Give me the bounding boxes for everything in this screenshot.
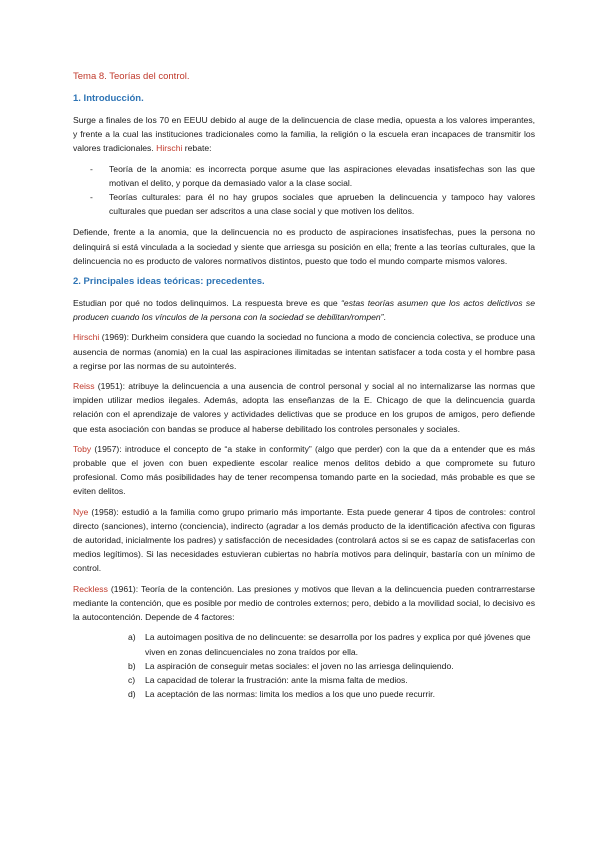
list-item: d) La aceptación de las normas: limita los medios a los que uno puede recurrir. (73, 687, 535, 701)
section-2-heading: 2. Principales ideas teóricas: precedentes. (73, 276, 265, 288)
list-item: a) La autoimagen positiva de no delincuente: se desarrolla por los padres y explica por qué jóvenes que viven en zonas delincuenciales no zona traídos por ella. (128, 632, 531, 657)
author-paragraph: Reckless (1961): Teoría de la contención. Las presiones y motivos que llevan a la delincuencia pueden contrarrestarse mediante la contención, que es posible por medio de controles externos; pero, debido a la movilidad social, lo decisivo es la autocontención. Depende de 4 factores: (73, 583, 535, 623)
section-1-heading: 1. Introducción. (73, 93, 144, 104)
author-name: Hirschi (156, 143, 183, 154)
list-item: - Teoría de la anomia: es incorrecta porque asume que las aspiraciones elevadas insatisfechas son las que motivan el delito, y porque da demasiado valor a la clase social. (73, 162, 535, 190)
author-paragraph: Nye (1958): estudió a la familia como grupo primario más importante. Esta puede generar 4 tipos de controles: control directo (sanciones), interno (conciencia), indirecto (agradar a los demás producto de la identificación afectiva con figuras de autoridad, inicialmente los padres) y satisfacción de necesidades (controlará actos si se es capaz de satisfacerlas con medios legítimos). Si las necesidades estuvieran cubiertas no habría motivos para delinquir, bastaría con un mínimo de control. (73, 506, 535, 574)
list-marker: a) (128, 632, 136, 643)
quote: “estas teorías asumen que los actos delictivos se producen cuando los vínculos de la persona con la sociedad se debilitan/rompen” (73, 298, 535, 323)
author-name: Hirschi (73, 332, 100, 343)
list-marker: c) (128, 674, 136, 685)
author-paragraph: Hirschi (1969): Durkheim considera que cuando la sociedad no funciona a modo de conciencia colectiva, se produce una ausencia de normas (anomia) en la cual las aspiraciones ilimitadas se intentan satisfacer a toda costa y el hombre pasa a regirse por las normas de su autointerés. (73, 332, 535, 371)
bullet-list (73, 162, 535, 219)
page-title: Tema 8. Teorías del control. (73, 71, 190, 82)
section-1-paragraph-1: Surge a finales de los 70 en EEUU debido al auge de la delincuencia de clase media, opuesta a los valores imperantes, y frente a la cual las instituciones tradicionales como la familia, la religión o la escuela eran incapaces de transmitir los valores tradicionales. Hirschi rebate: (73, 115, 535, 154)
author-paragraph: Reiss (1951): atribuye la delincuencia a una ausencia de control personal y social al no internalizarse las normas que impiden utilizar medios ilegales. Además, adopta las enseñanzas de la E. Chicago de que la delincuencia guarda relación con el aprendizaje de valores y actividades delictivas que se produce en los grupos de amigos, pero defiende que esta asociación con bandas se produce al haberse debilitado los controles personales y sociales. (73, 381, 535, 434)
author-name: Toby (73, 443, 92, 454)
list-marker: b) (128, 660, 136, 671)
author-paragraph: Toby (1957): introduce el concepto de “a stake in conformity” (algo que perder) con la que da a entender que es más probable que el joven con buen expediente escolar realice menos delitos debido a que compromete su futuro profesional. Como más posibilidades hay de tener recompensa tomando parte en la sociedad, más probable es que se eviten delitos. (73, 443, 535, 497)
list-item: - Teorías culturales: para él no hay grupos sociales que aprueben la delincuencia y tampoco hay valores culturales que puedan ser adscritos a una clase social y que motiven los delitos. (73, 190, 535, 218)
author-name: Reckless (73, 583, 108, 594)
factor-list (73, 630, 535, 701)
document-body (73, 71, 535, 701)
section-1-paragraph-2: Defiende, frente a la anomia, que la delincuencia no es producto de aspiraciones insatisfechas, pues la persona no delinquirá si está vinculada a la sociedad y siente que arriesga su posición en ella; frente a las teorías culturales, que la delincuencia no es producto de valores normativos distintos, puesto que todo el mundo comparte mismos valores. (73, 227, 535, 266)
list-item: c) La capacidad de tolerar la frustración: ante la misma falta de medios. (73, 673, 535, 687)
section-2-intro: Estudian por qué no todos delinquimos. La respuesta breve es que “estas teorías asumen que los actos delictivos se producen cuando los vínculos de la persona con la sociedad se debilitan/rompen”. (73, 298, 535, 323)
author-name: Reiss (73, 381, 95, 392)
list-item: b) La aspiración de conseguir metas sociales: el joven no las arriesga delinquiendo. (73, 659, 535, 673)
author-name: Nye (73, 506, 89, 517)
list-marker: d) (128, 689, 136, 700)
